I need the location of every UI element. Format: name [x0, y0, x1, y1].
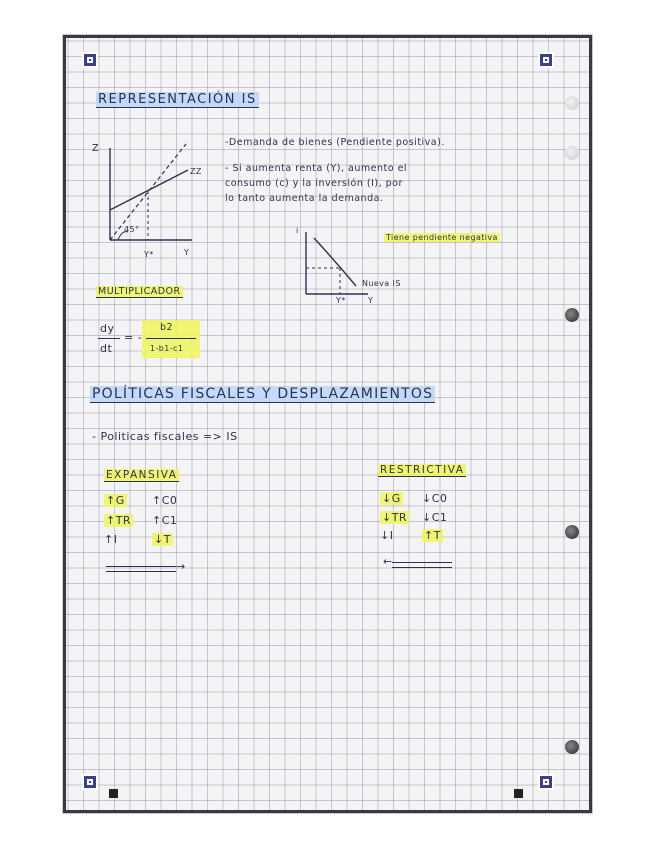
registration-square	[514, 789, 523, 798]
multiplicador-heading: MULTIPLICADOR	[98, 286, 181, 297]
punch-hole	[565, 308, 579, 322]
formula-rhs-fraction-bar	[146, 338, 196, 339]
si-aumenta-line-2: consumo (c) y la inversión (I), por	[225, 178, 403, 189]
politicas-line: - Politicas fiscales => IS	[92, 430, 238, 443]
graph2-ystar-label: Y*	[336, 296, 346, 305]
punch-hole	[565, 525, 579, 539]
formula-equals: = -	[124, 331, 143, 344]
formula-lhs-numerator: dy	[100, 322, 115, 335]
graph2-nueva-is-label: Nueva IS	[362, 279, 401, 288]
graph1-z-label: Z	[92, 143, 100, 154]
graph2-i-label: i	[296, 226, 299, 235]
restrictiva-left-3: ↓I	[380, 529, 394, 542]
restrictiva-shift-line	[392, 562, 452, 563]
expansiva-shift-line	[106, 566, 176, 567]
registration-square	[109, 789, 118, 798]
punch-hole	[565, 96, 579, 110]
si-aumenta-line-1: - Si aumenta renta (Y), aumento el	[225, 163, 408, 174]
restrictiva-right-3: ↑T	[424, 529, 441, 542]
restrictiva-shift-line	[392, 567, 452, 568]
heading-representacion-is: REPRESENTACIÓN IS	[98, 92, 257, 107]
heading-politicas-fiscales: POLÍTICAS FISCALES Y DESPLAZAMIENTOS	[92, 386, 434, 402]
si-aumenta-line-3: lo tanto aumenta la demanda.	[225, 193, 384, 204]
restrictiva-heading: RESTRICTIVA	[380, 464, 465, 476]
expansiva-right-2: ↑C1	[152, 514, 178, 527]
punch-hole	[565, 740, 579, 754]
expansiva-arrow-icon: →	[176, 560, 186, 573]
formula-lhs-fraction-bar	[98, 338, 120, 339]
expansiva-right-3: ↓T	[154, 533, 171, 546]
expansiva-heading: EXPANSIVA	[106, 469, 178, 481]
graph-zz-demand	[96, 140, 206, 262]
formula-lhs-denominator: dt	[100, 342, 113, 355]
restrictiva-left-2: ↓TR	[382, 511, 408, 524]
restrictiva-right-2: ↓C1	[422, 511, 448, 524]
formula-rhs-numerator: b2	[160, 322, 174, 333]
restrictiva-arrow-icon: ←	[383, 555, 393, 568]
expansiva-left-2: ↑TR	[106, 514, 132, 527]
graph1-ystar-label: Y*	[144, 250, 154, 259]
restrictiva-right-1: ↓C0	[422, 492, 448, 505]
graph1-angle-label: 45°	[124, 225, 140, 234]
pendiente-negativa-note: Tiene pendiente negativa	[386, 233, 498, 242]
formula-rhs-denominator: 1-b1-c1	[150, 344, 184, 353]
graph1-y-label: Y	[184, 248, 190, 257]
corner-marker-icon	[538, 774, 554, 790]
graph1-zz-label: ZZ	[190, 167, 202, 176]
expansiva-left-1: ↑G	[106, 494, 125, 507]
restrictiva-left-1: ↓G	[382, 492, 401, 505]
expansiva-left-3: ↑I	[104, 533, 118, 546]
corner-marker-icon	[82, 774, 98, 790]
expansiva-shift-line	[106, 571, 176, 572]
corner-marker-icon	[538, 52, 554, 68]
demanda-line: -Demanda de bienes (Pendiente positiva).	[225, 137, 445, 148]
expansiva-right-1: ↑C0	[152, 494, 178, 507]
corner-marker-icon	[82, 52, 98, 68]
graph2-y-label: Y	[368, 296, 374, 305]
punch-hole	[565, 146, 579, 160]
